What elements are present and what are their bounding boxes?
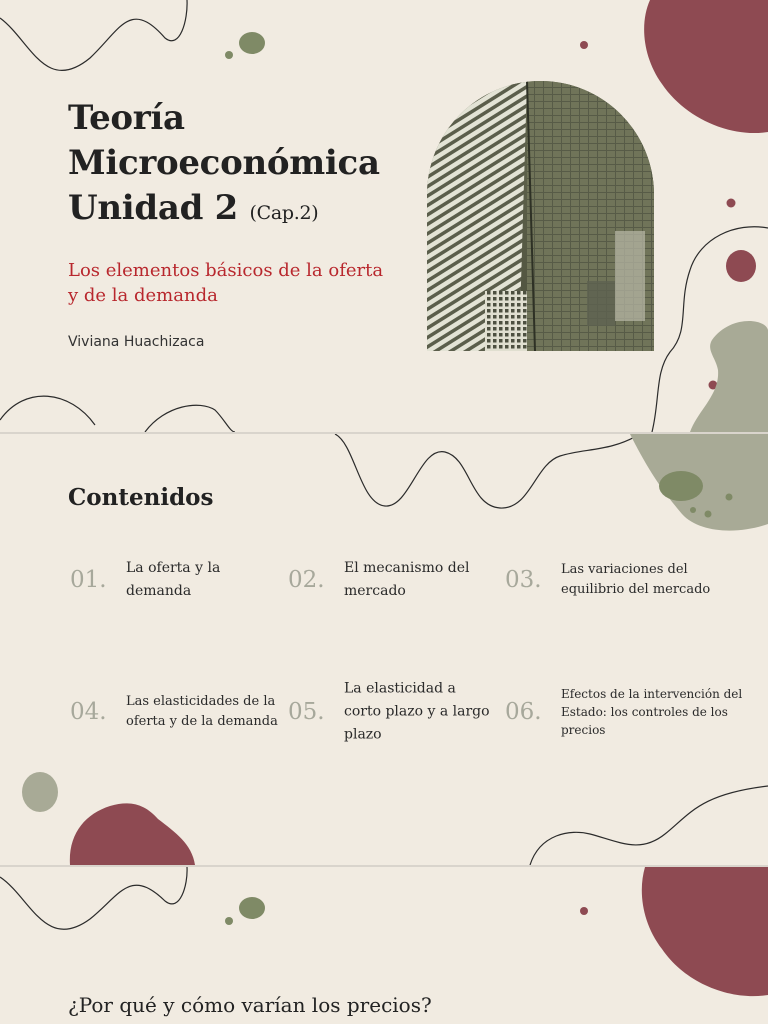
- skyscraper-illustration: [427, 81, 654, 351]
- maroon-dot-right: [727, 199, 736, 208]
- content-item-06[interactable]: [505, 677, 743, 747]
- olive-dot-2: [705, 511, 712, 518]
- question-heading: ¿Por qué y cómo varían los precios?: [68, 993, 432, 1017]
- olive-dot-top: [225, 51, 233, 59]
- olive-dot-3: [690, 507, 696, 513]
- item-text: La elasticidad a corto plazo y a largo plazo: [344, 680, 490, 743]
- contents-slide: [0, 434, 768, 865]
- item-text: Las elasticidades de la oferta y de la demanda: [126, 694, 278, 729]
- maroon-dot-top: [580, 41, 588, 49]
- building-photo: [427, 81, 654, 351]
- author-name: Viviana Huachizaca: [68, 334, 205, 350]
- wavy-line-top: [335, 434, 640, 508]
- olive-dot-1: [726, 494, 733, 501]
- wavy-line-bottom: [530, 786, 768, 865]
- item-number: 06.: [505, 699, 542, 725]
- olive-blob-top: [239, 897, 265, 919]
- item-number: 05.: [288, 699, 325, 725]
- content-item-01[interactable]: [70, 545, 285, 615]
- title-line-3: [68, 186, 380, 236]
- wavy-line-bottom: [0, 396, 235, 432]
- item-text: Efectos de la intervención del Estado: los controles de los precios: [561, 687, 743, 737]
- wavy-line-right: [652, 227, 768, 432]
- sage-blob-right: [690, 321, 768, 432]
- title-line-1: Teoría: [68, 98, 185, 138]
- contents-heading: Contenidos: [68, 484, 214, 511]
- olive-blob-top: [239, 32, 265, 54]
- wavy-line-top: [0, 0, 187, 70]
- item-number: 01.: [70, 567, 107, 593]
- title-unit: Unidad 2: [68, 188, 238, 228]
- olive-blob: [659, 471, 703, 501]
- sage-blob-left: [22, 772, 58, 812]
- item-text: El mecanismo del mercado: [344, 560, 470, 599]
- maroon-dot-small: [709, 381, 718, 390]
- title-slide: [0, 0, 768, 432]
- question-slide: [0, 867, 768, 1024]
- maroon-blob-top-right: [642, 867, 768, 996]
- item-text: La oferta y la demanda: [126, 560, 221, 599]
- wavy-line-top: [0, 867, 187, 929]
- sage-blob-top-right: [630, 434, 768, 531]
- item-text: Las variaciones del equilibrio del mercado: [561, 562, 711, 597]
- content-item-03[interactable]: [505, 545, 720, 615]
- content-item-04[interactable]: [70, 677, 285, 747]
- maroon-blob-top-right: [644, 0, 768, 133]
- maroon-blob-bottom: [70, 803, 195, 865]
- content-item-05[interactable]: [288, 677, 503, 747]
- title-chapter: (Cap.2): [249, 202, 319, 224]
- olive-dot-top: [225, 917, 233, 925]
- item-number: 04.: [70, 699, 107, 725]
- item-number: 02.: [288, 567, 325, 593]
- content-item-02[interactable]: [288, 545, 503, 615]
- presentation-subtitle: Los elementos básicos de la oferta y de la demanda: [68, 260, 384, 306]
- title-line-2: Microeconómica: [68, 143, 380, 183]
- item-number: 03.: [505, 567, 542, 593]
- maroon-dot-top: [580, 907, 588, 915]
- maroon-blob-right: [726, 250, 756, 282]
- presentation-title: [68, 96, 380, 236]
